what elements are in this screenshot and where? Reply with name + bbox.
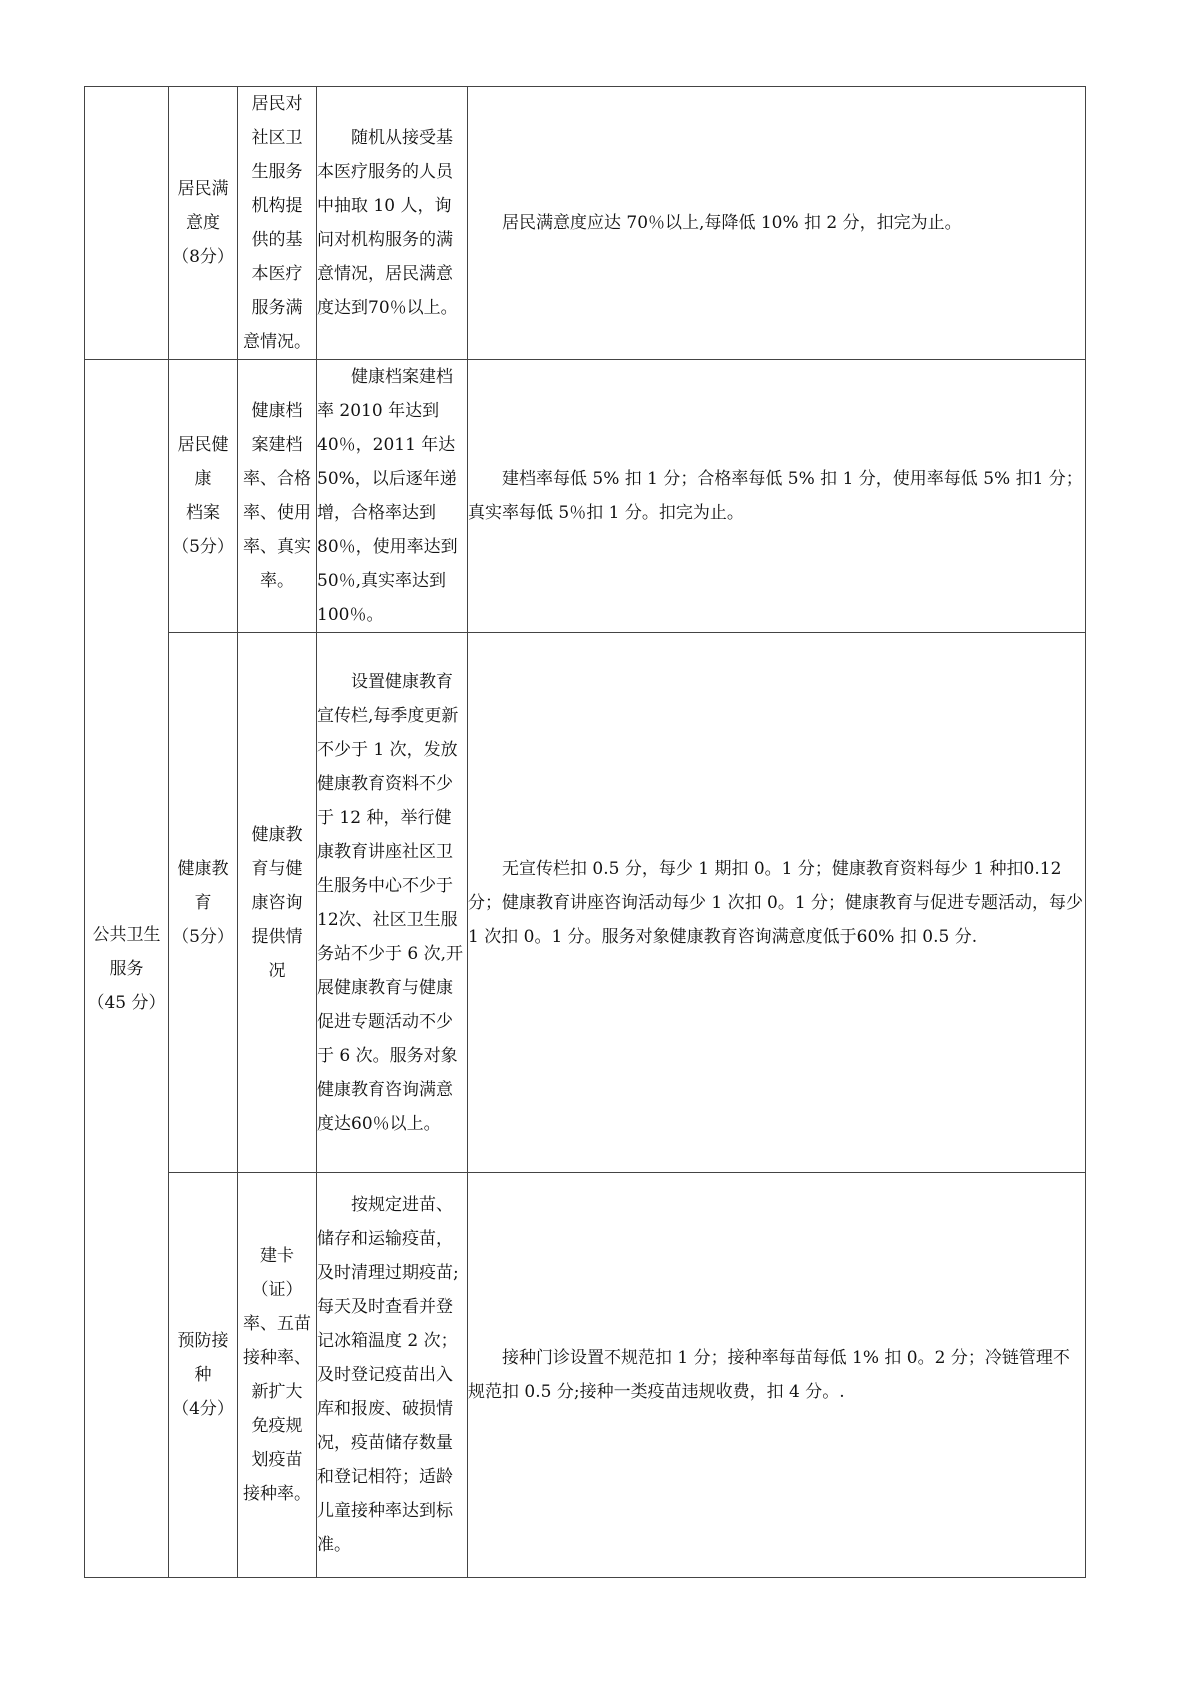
- indicator-cell: 健康教 育与健 康咨询 提供情 况: [238, 633, 317, 1173]
- item-cell: 居民满 意度 （8分）: [169, 87, 238, 360]
- scoring-rule-cell: 建档率每低 5% 扣 1 分；合格率每低 5% 扣 1 分，使用率每低 5% 扣1 分；真实率每低 5％扣 1 分。扣完为止。: [468, 360, 1086, 633]
- category-cell: 公共卫生 服务 （45 分）: [85, 360, 169, 1578]
- indicator-cell: 健康档 案建档 率、合格 率、使用 率、真实 率。: [238, 360, 317, 633]
- indicator-cell: 居民对 社区卫 生服务 机构提 供的基 本医疗 服务满 意情况。: [238, 87, 317, 360]
- table-row: [85, 1173, 1086, 1578]
- standard-cell: 随机从接受基本医疗服务的人员中抽取 10 人，询问对机构服务的满意情况，居民满意度达到70％以上。: [317, 87, 468, 360]
- scoring-rule-cell: 居民满意度应达 70％以上,每降低 10% 扣 2 分，扣完为止。: [468, 87, 1086, 360]
- table-row: [85, 633, 1086, 1173]
- item-cell: 健康教 育 （5分）: [169, 633, 238, 1173]
- category-cell-empty: [85, 87, 169, 360]
- item-cell: 居民健 康 档案 （5分）: [169, 360, 238, 633]
- indicator-cell: 建卡 （证） 率、五苗 接种率、 新扩大 免疫规 划疫苗 接种率。: [238, 1173, 317, 1578]
- evaluation-table: [84, 86, 1086, 1578]
- item-cell: 预防接 种 （4分）: [169, 1173, 238, 1578]
- table-row: [85, 87, 1086, 360]
- scoring-rule-cell: 接种门诊设置不规范扣 1 分；接种率每苗每低 1% 扣 0。2 分；冷链管理不规范扣 0.5 分;接种一类疫苗违规收费，扣 4 分。.: [468, 1173, 1086, 1578]
- standard-cell: 按规定进苗、储存和运输疫苗，及时清理过期疫苗;每天及时查看并登记冰箱温度 2 次；及时登记疫苗出入库和报废、破损情况，疫苗储存数量和登记相符；适龄儿童接种率达到标准。: [317, 1173, 468, 1578]
- standard-cell: 设置健康教育宣传栏,每季度更新不少于 1 次，发放健康教育资料不少于 12 种，举行健康教育讲座社区卫生服务中心不少于 12次、社区卫生服务站不少于 6 次,开展健康教育与健康促进专题活动不少于 6 次。服务对象健康教育咨询满意度达60％以上。: [317, 633, 468, 1173]
- standard-cell: 健康档案建档率 2010 年达到40％，2011 年达50%，以后逐年递增，合格率达到80％，使用率达到 50％,真实率达到 100％。: [317, 360, 468, 633]
- scoring-rule-cell: 无宣传栏扣 0.5 分，每少 1 期扣 0。1 分；健康教育资料每少 1 种扣0.12 分；健康教育讲座咨询活动每少 1 次扣 0。1 分；健康教育与促进专题活动，每少 1 次扣 0。1 分。服务对象健康教育咨询满意度低于60% 扣 0.5 分.: [468, 633, 1086, 1173]
- table-row: [85, 360, 1086, 633]
